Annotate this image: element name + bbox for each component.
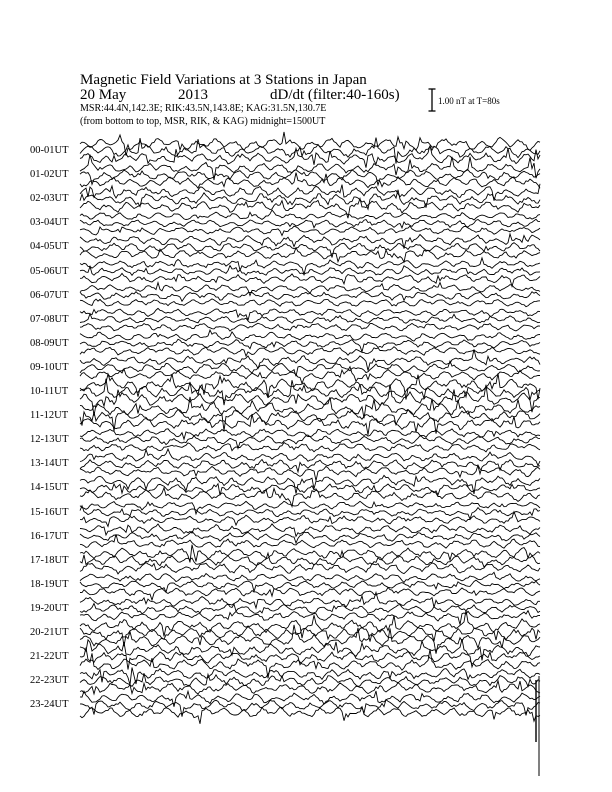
trace-msr-1: [80, 173, 540, 189]
trace-kag-12: [80, 429, 540, 440]
trace-msr-17: [80, 563, 540, 574]
trace-kag-22: [80, 668, 540, 685]
trace-msr-5: [80, 273, 540, 286]
trace-kag-18: [80, 572, 540, 582]
hour-label: 11-12UT: [30, 410, 69, 422]
chart-title: Magnetic Field Variations at 3 Stations in Japan: [80, 72, 367, 88]
hour-label: 18-19UT: [30, 578, 69, 590]
trace-msr-8: [80, 347, 540, 356]
trace-kag-23: [80, 691, 540, 707]
hour-label: 09-10UT: [30, 361, 69, 373]
trace-msr-18: [80, 588, 540, 601]
hour-label: 20-21UT: [30, 627, 69, 638]
hour-label: 19-20UT: [30, 602, 69, 614]
trace-rik-8: [80, 339, 540, 352]
hour-label: 05-06UT: [30, 265, 69, 277]
trace-msr-15: [80, 512, 540, 527]
trace-msr-12: [80, 443, 540, 452]
trace-rik-23: [80, 700, 540, 717]
hour-label: 03-04UT: [30, 217, 69, 229]
hour-label: 22-23UT: [30, 675, 69, 687]
trace-rik-19: [80, 604, 540, 614]
trace-msr-2: [80, 199, 540, 219]
date-year: 2013: [178, 87, 208, 103]
trace-msr-3: [80, 226, 540, 235]
trace-rik-7: [80, 314, 540, 324]
trace-rik-15: [80, 506, 540, 519]
date-day: 20 May: [80, 87, 127, 103]
hour-label: 04-05UT: [30, 241, 69, 253]
hour-label: 06-07UT: [30, 289, 69, 301]
trace-msr-22: [80, 681, 540, 694]
trace-rik-5: [80, 266, 540, 276]
hour-label: 00-01UT: [30, 145, 69, 156]
hour-label: 08-09UT: [30, 337, 69, 349]
trace-msr-7: [80, 323, 540, 331]
trace-kag-8: [80, 330, 540, 341]
trace-kag-3: [80, 210, 540, 220]
hour-label: 13-14UT: [30, 458, 69, 470]
trace-rik-21: [80, 648, 540, 670]
trace-rik-18: [80, 580, 540, 592]
hour-label: 17-18UT: [30, 554, 69, 566]
trace-msr-13: [80, 465, 540, 481]
trace-rik-3: [80, 219, 540, 228]
hour-label: 07-08UT: [30, 313, 69, 325]
quantity-label: dD/dt (filter:40-160s): [270, 87, 400, 103]
trace-rik-22: [80, 673, 540, 686]
trace-rik-6: [80, 292, 540, 302]
station-order-note: (from bottom to top, MSR, RIK, & KAG) midnight=1500UT: [80, 116, 326, 127]
hour-label: 15-16UT: [30, 506, 69, 518]
trace-msr-6: [80, 299, 540, 307]
trace-msr-4: [80, 248, 540, 262]
station-coordinates: MSR:44.4N,142.3E; RIK:43.5N,143.8E; KAG:31.5N,130.7E: [80, 103, 327, 114]
hour-label: 21-22UT: [30, 651, 69, 663]
hour-label: 23-24UT: [30, 699, 69, 711]
trace-msr-9: [80, 367, 540, 384]
trace-kag-13: [80, 449, 540, 465]
hour-label: 10-11UT: [30, 386, 69, 397]
trace-kag-11: [80, 397, 540, 418]
hour-label: 02-03UT: [30, 193, 69, 205]
trace-kag-0: [80, 132, 540, 156]
trace-rik-1: [80, 170, 540, 185]
hour-label: 14-15UT: [30, 482, 69, 494]
hour-label: 16-17UT: [30, 530, 69, 542]
hour-label: 12-13UT: [30, 434, 69, 446]
hour-label: 01-02UT: [30, 169, 69, 181]
scale-label: 1.00 nT at T=80s: [438, 96, 500, 106]
